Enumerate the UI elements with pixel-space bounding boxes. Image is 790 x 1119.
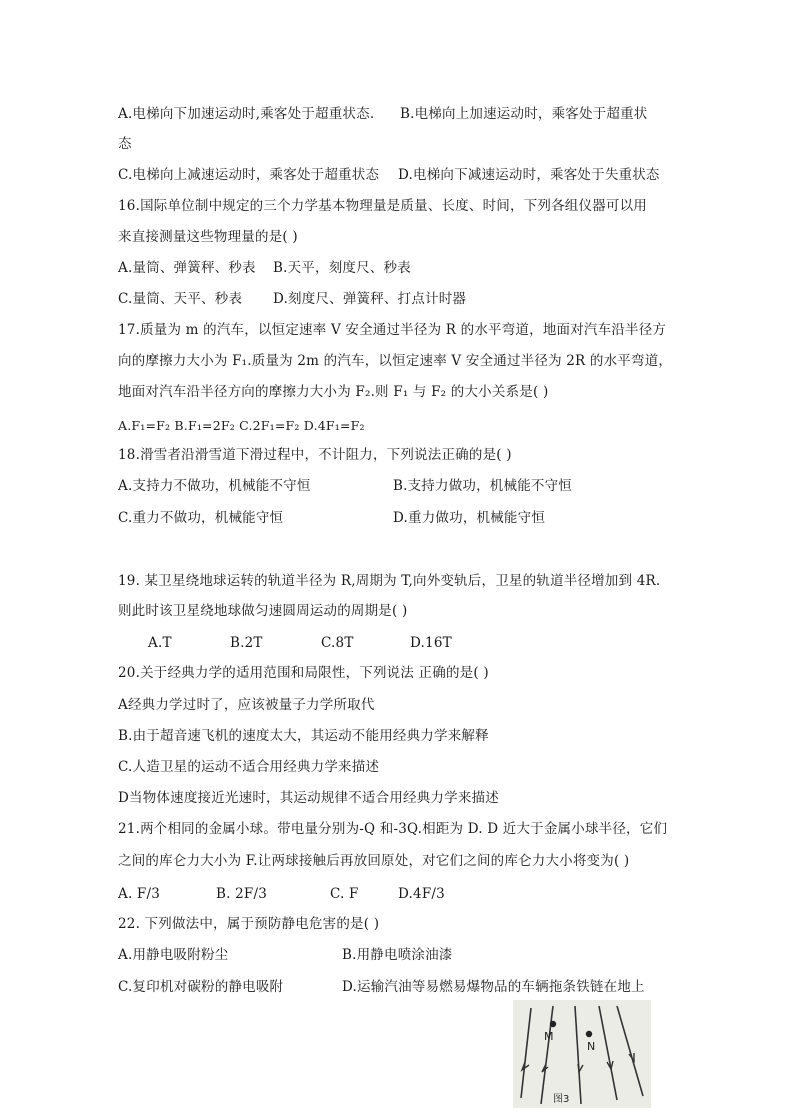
q21-option-c: C. F xyxy=(330,886,359,902)
q19-option-b: B.2T xyxy=(230,635,263,651)
q16-stem-line1: 16.国际单位制中规定的三个力学基本物理量是质量、长度、时间，下列各组仪器可以用 xyxy=(118,198,647,214)
q15-option-c: C.电梯向上减速运动时，乘客处于超重状态 xyxy=(118,167,380,183)
q22-options-cd xyxy=(118,977,645,997)
q22-option-c: C.复印机对碳粉的静电吸附 xyxy=(118,979,284,995)
q15-option-cd-line xyxy=(118,165,660,185)
point-n xyxy=(586,1031,592,1037)
q20-option-c: C.人造卫星的运动不适合用经典力学来描述 xyxy=(118,759,380,775)
q19-option-a: A.T xyxy=(148,635,172,651)
q15-option-a-line xyxy=(118,104,648,124)
q21-stem-line1: 21.两个相同的金属小球。带电量分别为-Q 和-3Q.相距为 D. D 近大于金属小球半径，它们 xyxy=(118,821,668,837)
q19-option-c: C.8T xyxy=(321,635,354,651)
point-m xyxy=(550,1021,556,1027)
q15-option-b-wrap: 态 xyxy=(118,136,132,152)
field-line-4 xyxy=(599,1006,617,1100)
q16-stem-line2: 来直接测量这些物理量的是( ) xyxy=(118,229,298,245)
q20-option-b: B.由于超音速飞机的速度太大，其运动不能用经典力学来解释 xyxy=(118,728,489,744)
q18-option-a: A.支持力不做功，机械能不守恒 xyxy=(118,478,311,494)
q21-option-d: D.4F/3 xyxy=(398,886,445,902)
q16-options-cd xyxy=(118,289,467,309)
q17-stem-line2: 向的摩擦力大小为 F₁.质量为 2m 的汽车，以恒定速率 V 安全通过半径为 2R 的水平弯道， xyxy=(118,353,673,369)
q22-options-ab xyxy=(118,945,453,965)
field-line-1 xyxy=(521,1008,531,1098)
q20-option-a: A经典力学过时了，应该被量子力学所取代 xyxy=(118,697,375,713)
label-n: N xyxy=(587,1040,596,1053)
arrow-head-3 xyxy=(578,1064,583,1072)
q15-option-b: B.电梯向上加速运动时，乘客处于超重状 xyxy=(400,106,648,122)
q17-options: A.F₁=F₂ B.F₁=2F₂ C.2F₁=F₂ D.4F₁=F₂ xyxy=(118,418,365,433)
q20-stem: 20.关于经典力学的适用范围和局限性，下列说法 正确的是( ) xyxy=(118,665,489,681)
q18-options-ab xyxy=(118,476,573,496)
figure-caption: 图3 xyxy=(553,1094,570,1105)
q21-stem-line2: 之间的库仑力大小为 F.让两球接触后再放回原处，对它们之间的库仑力大小将变为( ) xyxy=(118,853,630,869)
q16-option-c: C.量筒、天平、秒表 xyxy=(118,291,243,307)
q15-option-d: D.电梯向下减速运动时，乘客处于失重状态 xyxy=(398,167,660,183)
figure-3 xyxy=(513,1000,651,1108)
q20-option-d: D当物体速度接近光速时，其运动规律不适合用经典力学来描述 xyxy=(118,790,499,806)
q22-option-a: A.用静电吸附粉尘 xyxy=(118,947,229,963)
field-line-2 xyxy=(541,1006,553,1104)
q21-option-a: A. F/3 xyxy=(118,886,161,902)
q16-option-d: D.刻度尺、弹簧秤、打点计时器 xyxy=(273,291,467,307)
field-line-5 xyxy=(617,1006,643,1096)
q19-stem-line2: 则此时该卫星绕地球做匀速圆周运动的周期是( ) xyxy=(118,603,408,619)
q18-stem: 18.滑雪者沿滑雪道下滑过程中，不计阻力，下列说法正确的是( ) xyxy=(118,447,512,463)
q15-option-b-cont xyxy=(118,134,132,154)
q18-option-b: B.支持力做功，机械能不守恒 xyxy=(393,478,573,494)
field-lines-diagram xyxy=(513,1000,651,1108)
q22-option-d: D.运输汽油等易燃易爆物品的车辆拖条铁链在地上 xyxy=(342,979,645,995)
q16-option-b: B.天平，刻度尺、秒表 xyxy=(273,260,411,276)
q16-options-ab xyxy=(118,258,411,278)
q21-option-b: B. 2F/3 xyxy=(216,886,267,902)
q18-option-c: C.重力不做功，机械能守恒 xyxy=(118,510,284,526)
q18-options-cd xyxy=(118,508,546,528)
q17-stem-line1: 17.质量为 m 的汽车，以恒定速率 V 安全通过半径为 R 的水平弯道，地面对汽车沿半径方 xyxy=(118,322,667,338)
label-m: M xyxy=(544,1030,554,1043)
q17-stem-line3: 地面对汽车沿半径方向的摩擦力大小为 F₂.则 F₁ 与 F₂ 的大小关系是( ) xyxy=(118,384,549,400)
field-line-3 xyxy=(575,1006,581,1104)
q19-stem-line1: 19. 某卫星绕地球运转的轨道半径为 R,周期为 T,向外变轨后，卫星的轨道半径增加到 4R. xyxy=(118,573,661,589)
q22-stem: 22. 下列做法中，属于预防静电危害的是( ) xyxy=(118,916,380,932)
q19-option-d: D.16T xyxy=(410,635,452,651)
q16-option-a: A.量筒、弹簧秤、秒表 xyxy=(118,260,256,276)
q18-option-d: D.重力做功，机械能守恒 xyxy=(393,510,546,526)
q15-option-a: A.电梯向下加速运动时,乘客处于超重状态. xyxy=(118,106,375,122)
q22-option-b: B.用静电喷涂油漆 xyxy=(342,947,453,963)
